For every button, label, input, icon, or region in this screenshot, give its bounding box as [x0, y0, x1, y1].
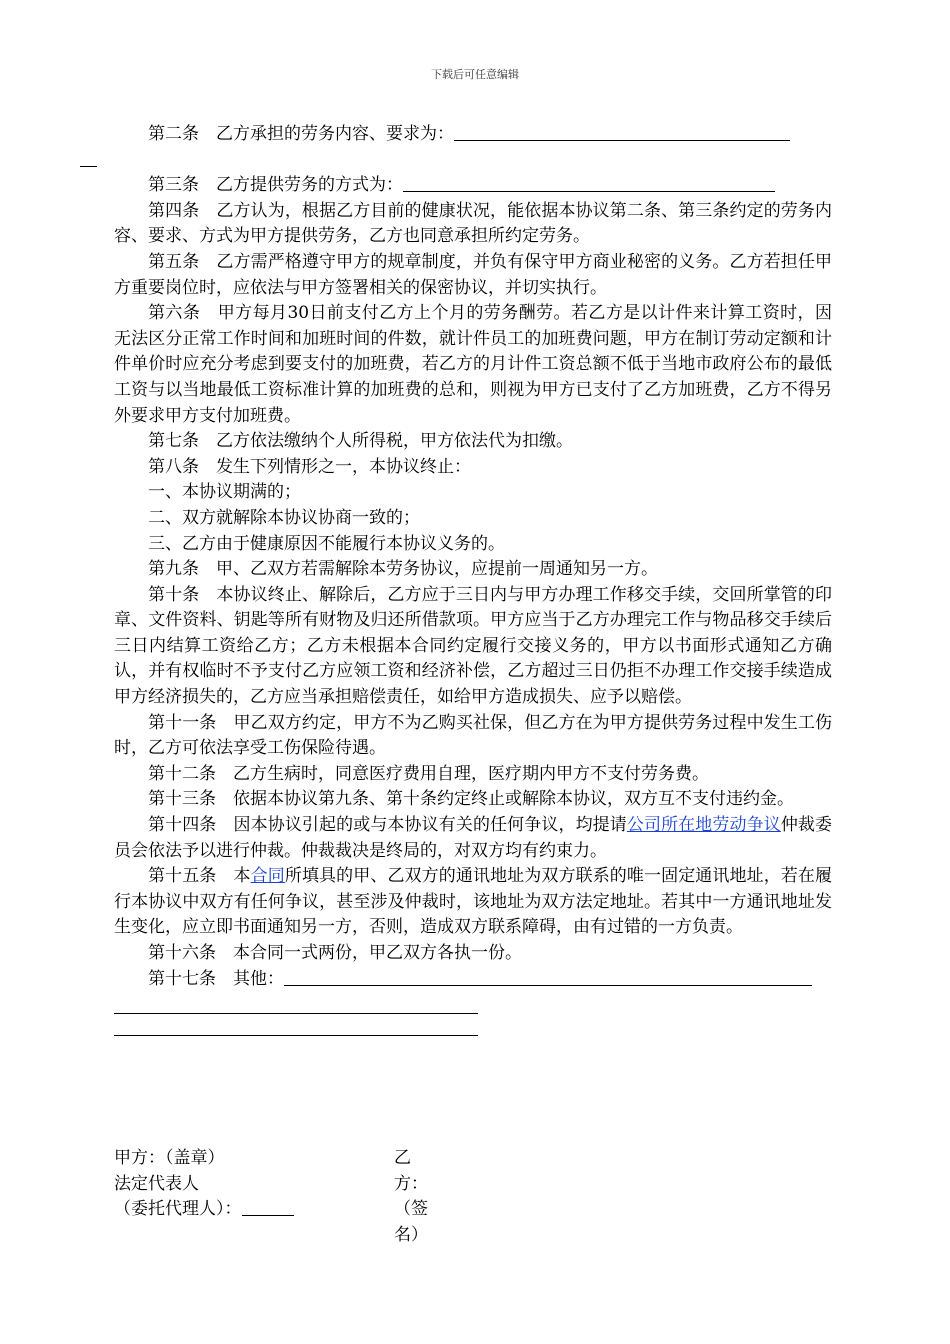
fill-blank-continued[interactable]	[80, 148, 97, 167]
fill-line[interactable]	[114, 995, 478, 1014]
legal-rep-label: 法定代表人	[114, 1173, 199, 1194]
article-15: 第十五条 本合同所填具的甲、乙双方的通讯地址为双方联系的唯一固定通讯地址，若在履行本协议中双方有任何争议，甚至涉及仲裁时，该地址为双方法定地址。若其中一方通讯地址发生变化，应立即书面通知另一方，否则，造成双方联系障碍，由有过错的一方负责。	[114, 866, 833, 938]
fill-blank[interactable]	[284, 967, 812, 986]
article-13: 第十三条 依据本协议第九条、第十条约定终止或解除本协议，双方互不支付违约金。	[148, 789, 794, 810]
article-9: 第九条 甲、乙双方若需解除本劳务协议，应提前一周通知另一方。	[148, 559, 658, 580]
fill-blank[interactable]	[454, 122, 790, 141]
article-8-item-1: 一、本协议期满的；	[148, 482, 301, 503]
page-header: 下载后可任意编辑	[431, 68, 519, 81]
article-8-item-2: 二、双方就解除本协议协商一致的；	[148, 507, 420, 528]
contract-link[interactable]: 合同	[250, 866, 285, 887]
agent-blank[interactable]	[242, 1197, 294, 1216]
article-17: 第十七条 其他：	[114, 967, 832, 993]
article-11: 第十一条 甲乙双方约定，甲方不为乙购买社保，但乙方在为甲方提供劳务过程中发生工伤时，乙方可依法享受工伤保险待遇。	[114, 712, 832, 759]
party-a-label: 甲方：（盖章）	[114, 1148, 225, 1168]
fill-line[interactable]	[114, 1017, 478, 1036]
article-5: 第五条 乙方需严格遵守甲方的规章制度，并负有保守甲方商业秘密的义务。乙方若担任甲方重要岗位时，应依法与甲方签署相关的保密协议，并切实执行。	[114, 251, 832, 298]
article-14: 第十四条 因本协议引起的或与本协议有关的任何争议，均提请公司所在地劳动争议仲裁委员会依法予以进行仲裁。仲裁裁决是终局的，对双方均有约束力。	[114, 815, 833, 861]
article-7: 第七条 乙方依法缴纳个人所得税，甲方依法代为扣缴。	[148, 431, 573, 452]
agent-label: （委托代理人）：	[114, 1199, 242, 1220]
article-2: 第二条 乙方承担的劳务内容、要求为：	[114, 122, 832, 173]
article-6: 第六条 甲方每月30日前支付乙方上个月的劳务酬劳。若乙方是以计件来计算工资时，因无法区分正常工作时间和加班时间的件数，就计件员工的加班费问题，甲方在制订劳动定额和计件单价时应充分考虑到要支付的加班费，若乙方的月计件工资总额不低于当地市政府公布的最低工资与以当地最低工资标准计算的加班费的总和，则视为甲方已支付了乙方加班费，乙方不得另外要求甲方支付加班费。	[114, 303, 832, 426]
signature-block	[114, 1146, 428, 1245]
article-8: 第八条 发生下列情形之一，本协议终止：	[148, 456, 471, 477]
article-3: 第三条 乙方提供劳务的方式为：	[114, 173, 832, 199]
fill-blank[interactable]	[403, 173, 775, 192]
article-4: 第四条 乙方认为，根据乙方目前的健康状况，能依据本协议第二条、第三条约定的劳务内容、要求、方式为甲方提供劳务，乙方也同意承担所约定劳务。	[114, 200, 832, 247]
article-10: 第十条 本协议终止、解除后，乙方应于三日内与甲方办理工作移交手续，交回所掌管的印章、文件资料、钥匙等所有财物及归还所借款项。甲方应当于乙方办理完工作与物品移交手续后三日内结算工资给乙方；乙方未根据本合同约定履行交接义务的，甲方以书面形式通知乙方确认，并有权临时不予支付乙方应领工资和经济补偿，乙方超过三日仍拒不办理工作交接手续造成甲方经济损失的，乙方应当承担赔偿责任，如给甲方造成损失、应予以赔偿。	[114, 584, 832, 708]
article-12: 第十二条 乙方生病时，同意医疗费用自理，医疗期内甲方不支付劳务费。	[148, 763, 709, 784]
article-8-item-3: 三、乙方由于健康原因不能履行本协议义务的。	[148, 533, 505, 554]
arbitration-link[interactable]: 公司所在地劳动争议	[626, 815, 781, 836]
article-16: 第十六条 本合同一式两份，甲乙双方各执一份。	[148, 943, 522, 963]
contract-body	[114, 122, 832, 1036]
party-b-label: 乙方：（签名）	[394, 1148, 428, 1245]
